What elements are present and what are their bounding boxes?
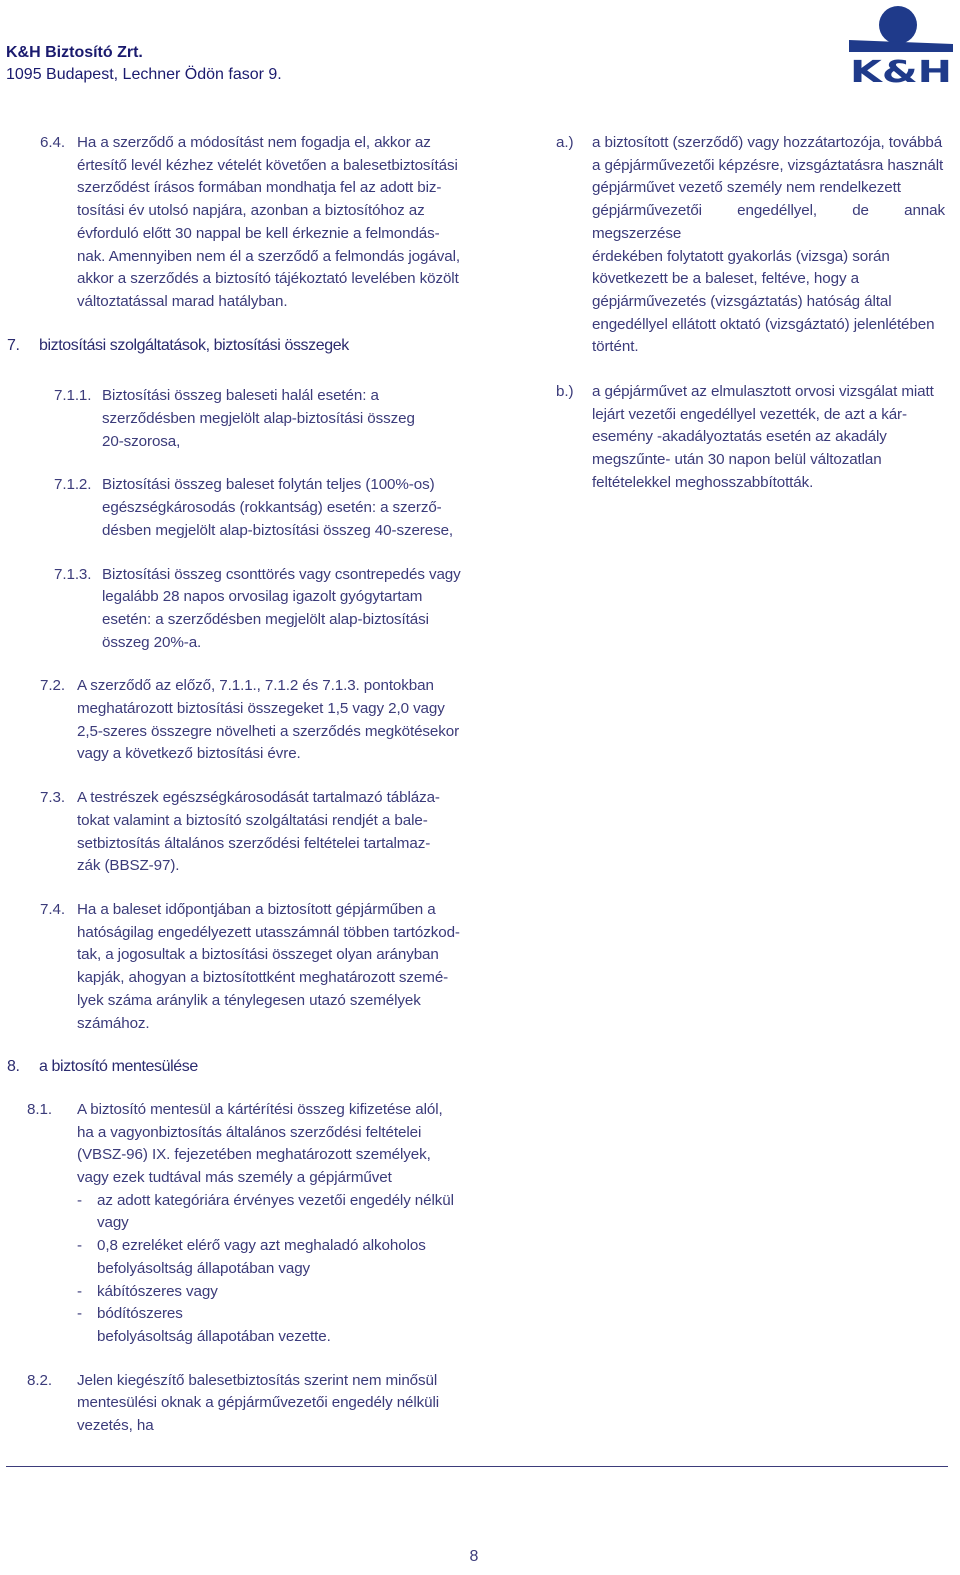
text-line: szerződésben megjelölt alap-biztosítási összeg	[102, 410, 415, 428]
text-line: lejárt vezetői engedéllyel vezették, de azt a kár-	[592, 405, 907, 423]
text-line: befolyásoltság állapotában vagy	[97, 1259, 311, 1277]
section-7-1-1	[0, 385, 470, 453]
text-line: kábítószeres vagy	[97, 1282, 218, 1300]
text-line: A szerződő az előző, 7.1.1., 7.1.2 és 7.1.3. pontokban	[77, 677, 434, 695]
text-line: gépjárművezetés (vizsgáztatás) hatóság által	[592, 292, 892, 310]
dash-marker: -	[77, 1305, 82, 1323]
text-line: Biztosítási összeg baleseti halál esetén: a	[102, 387, 379, 405]
text-line: megszűnte- után 30 napon belül változatlan	[592, 451, 882, 469]
text-line: A testrészek egészségkárosodását tartalmazó tábláza-	[77, 789, 440, 807]
text-line: Biztosítási összeg csonttörés vagy csontrepedés vagy	[102, 565, 461, 583]
heading-number: 7.	[7, 336, 20, 354]
text-line: akkor a szerződés a biztosító tájékoztató levelében közölt	[77, 270, 459, 288]
text-line: Ha a szerződő a módosítást nem fogadja el, akkor az	[77, 134, 431, 151]
section-number: 6.4.	[40, 134, 65, 151]
section-number: 7.1.1.	[54, 387, 92, 405]
page-number	[0, 1548, 948, 1566]
text-line: mentesülési oknak a gépjárművezetői engedély nélküli	[77, 1394, 440, 1412]
text-line: tosítási év utolsó napjára, azonban a biztosítóhoz az	[77, 202, 425, 220]
left-column	[0, 132, 470, 1459]
text-line: az adott kategóriára érvényes vezetői engedély nélkül	[97, 1191, 454, 1209]
text-line: vagy a következő biztosítási évre.	[77, 745, 301, 763]
list-item	[77, 1235, 465, 1280]
text-line: désben megjelölt alap-biztosítási összeg 40-szerese,	[102, 521, 454, 539]
heading-number: 8.	[7, 1058, 20, 1076]
section-7-3	[0, 787, 470, 878]
text-line: 0,8 ezreléket elérő vagy azt meghaladó alkoholos	[97, 1237, 426, 1255]
condition-label: b.)	[556, 383, 574, 401]
text-line: változtatással marad hatályban.	[77, 292, 288, 310]
text-line: gépjárművezetői engedéllyel, de annak megszerzése	[592, 202, 945, 242]
text-line: lyek száma aránylik a ténylegesen utazó személyek	[77, 991, 421, 1009]
exclusion-list	[77, 1190, 465, 1349]
section-number: 7.4.	[40, 900, 65, 918]
page-number-text: 8	[469, 1548, 479, 1565]
condition-a	[556, 132, 948, 359]
section-number: 8.2.	[27, 1371, 52, 1389]
section-number: 7.1.2.	[54, 476, 92, 494]
text-line: kapják, ahogyan a biztosítottként meghatározott szemé-	[77, 969, 449, 987]
text-line: feltételekkel meghosszabbították.	[592, 473, 814, 491]
text-line: gépjárművet vezető személy nem rendelkezett	[592, 179, 901, 197]
text-line: értesítő levél kézhez vételét követően a balesetbiztosítási	[77, 156, 458, 174]
text-line: A biztosító mentesül a kártérítési összeg kifizetése alól,	[77, 1100, 443, 1118]
header-address: 1095 Budapest, Lechner Ödön fasor 9.	[6, 66, 282, 83]
list-item	[77, 1281, 465, 1304]
text-line: évforduló előtt 30 nappal be kell érkeznie a felmondás-	[77, 224, 440, 242]
text-line: zák (BBSZ-97).	[77, 857, 180, 875]
text-line: Ha a baleset időpontjában a biztosított gépjárműben a	[77, 900, 436, 918]
text-line: legalább 28 napos orvosilag igazolt gyógytartam	[102, 588, 423, 606]
text-line: a gépjárművezetői képzésre, vizsgáztatásra használt	[592, 156, 944, 174]
text-line: tokat valamint a biztosító szolgáltatási rendjét a bale-	[77, 811, 428, 829]
condition-b	[556, 381, 948, 495]
text-line: setbiztosítás általános szerződési feltételei tartalmaz-	[77, 834, 431, 852]
text-line: meghatározott biztosítási összegeket 1,5 vagy 2,0 vagy	[77, 700, 445, 718]
dash-marker: -	[77, 1282, 82, 1300]
text-line: egészségkárosodás (rokkantság) esetén: a szerző-	[102, 499, 442, 517]
text-line: számához.	[77, 1014, 150, 1032]
kh-logo	[849, 4, 953, 86]
logo-text: K&H	[850, 55, 952, 86]
section-8-2	[0, 1370, 470, 1438]
text-line: Biztosítási összeg baleset folytán teljes (100%-os)	[102, 476, 435, 494]
section-7-1-3	[0, 564, 470, 655]
text-line: 2,5-szeres összegre növelheti a szerződés megkötésekor	[77, 722, 460, 740]
logo-circle	[879, 6, 917, 44]
text-line: nak. Amennyiben nem él a szerződő a felmondás jogával,	[77, 247, 460, 265]
text-line: vezetés, ha	[77, 1417, 154, 1435]
text-line: Jelen kiegészítő balesetbiztosítás szerint nem minősül	[77, 1371, 438, 1389]
dash-marker: -	[77, 1237, 82, 1255]
text-line: vagy ezek tudtával más személy a gépjárművet	[77, 1169, 392, 1187]
text-line: 20-szorosa,	[102, 432, 181, 450]
section-number: 7.2.	[40, 677, 65, 695]
text-line: ha a vagyonbiztosítás általános szerződési feltételei	[77, 1123, 422, 1141]
text-line: esetén: a szerződésben megjelölt alap-biztosítási	[102, 610, 429, 628]
heading-title: biztosítási szolgáltatások, biztosítási összegek	[39, 336, 349, 354]
heading-7	[7, 335, 470, 358]
heading-title: a biztosító mentesülése	[39, 1058, 198, 1076]
text-line: a gépjárművet az elmulasztott orvosi vizsgálat miatt	[592, 383, 934, 401]
condition-label: a.)	[556, 134, 574, 151]
text-line: történt.	[592, 338, 639, 356]
header-company: K&H Biztosító Zrt.	[6, 44, 143, 61]
text-line: engedéllyel ellátott oktató (vizsgáztató) jelenlétében	[592, 315, 935, 333]
footer-rule	[6, 1466, 948, 1467]
section-number: 7.1.3.	[54, 565, 92, 583]
right-column	[556, 132, 948, 517]
section-6-4	[0, 132, 470, 314]
heading-8	[7, 1056, 470, 1079]
text-line: befolyásoltság állapotában vezette.	[97, 1327, 331, 1345]
section-number: 7.3.	[40, 789, 65, 807]
text-line: következett be a baleset, feltéve, hogy a	[592, 270, 859, 288]
text-line: szerződést írásos formában mondhatja fel az adott biz-	[77, 179, 442, 197]
text-line: érdekében folytatott gyakorlás (vizsga) során	[592, 247, 890, 265]
list-item	[77, 1303, 465, 1348]
section-number: 8.1.	[27, 1100, 52, 1118]
text-line: bódítószeres	[97, 1305, 183, 1323]
text-line: (VBSZ-96) IX. fejezetében meghatározott személyek,	[77, 1146, 431, 1164]
section-7-4	[0, 899, 470, 1035]
section-7-2	[0, 675, 470, 766]
dash-marker: -	[77, 1191, 82, 1209]
list-item	[77, 1190, 465, 1235]
text-line: hatóságilag engedélyezett utasszámnál többen tartózkod-	[77, 923, 460, 941]
text-line: vagy	[97, 1214, 129, 1232]
text-line: esemény -akadályoztatás esetén az akadály	[592, 428, 887, 446]
text-line: összeg 20%-a.	[102, 633, 202, 651]
text-line: a biztosított (szerződő) vagy hozzátartozója, továbbá	[592, 134, 943, 151]
section-7-1-2	[0, 474, 470, 542]
section-8-1	[0, 1099, 470, 1349]
text-line: tak, a jogosultak a biztosítási összeget olyan arányban	[77, 946, 439, 964]
